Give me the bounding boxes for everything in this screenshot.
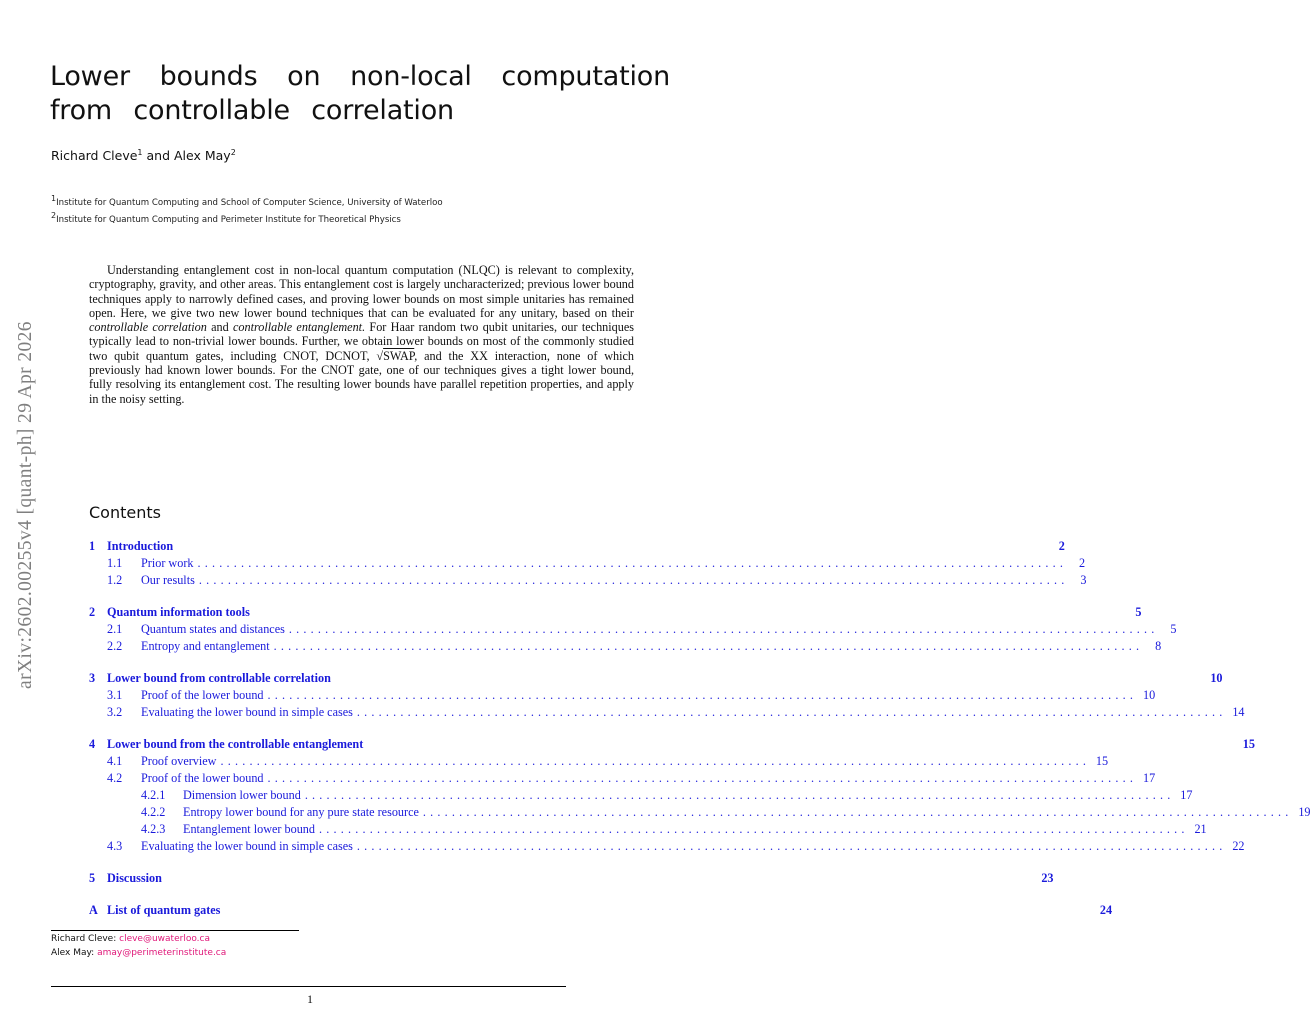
toc-entry-page[interactable]: 15 bbox=[1242, 737, 1255, 751]
arxiv-identifier-text: arXiv:2602.00255v4 [quant-ph] 29 Apr 2026 bbox=[15, 321, 36, 689]
toc-entry-page[interactable]: 15 bbox=[1095, 754, 1109, 768]
toc-entry-page[interactable]: 2 bbox=[1058, 539, 1065, 553]
toc-dot-leader: ........................................................................................................................ bbox=[304, 788, 1175, 802]
footnote-email bbox=[51, 948, 226, 958]
toc-entry-title[interactable]: Proof of the lower bound bbox=[141, 688, 264, 702]
author-name: Richard Cleve bbox=[51, 148, 138, 163]
toc-dot-leader: ........................................................................................................................ bbox=[356, 839, 1227, 853]
toc-entry-number: 1.1 bbox=[107, 556, 123, 570]
toc-dot-leader: ........................................................................................................................ bbox=[273, 639, 1144, 653]
toc-subsection-entry[interactable] bbox=[89, 804, 1311, 821]
toc-subsection-entry[interactable] bbox=[89, 753, 1109, 770]
toc-section-entry[interactable] bbox=[89, 604, 1142, 621]
toc-entry-page[interactable]: 23 bbox=[1041, 871, 1054, 885]
toc-entry-number: 3.2 bbox=[107, 705, 123, 719]
footnote-label: Alex May: bbox=[51, 948, 98, 958]
toc-entry-number: 2.2 bbox=[107, 639, 123, 653]
toc-dot-leader: ........................................................................................................................ bbox=[267, 771, 1138, 785]
toc-entry-title[interactable]: Proof overview bbox=[141, 754, 217, 768]
footnote-label: Richard Cleve: bbox=[51, 934, 120, 944]
sqrt-argument: SWAP bbox=[383, 348, 415, 363]
abstract-emphasis: controllable correlation bbox=[89, 320, 207, 335]
footnote-email bbox=[51, 934, 210, 944]
toc-entry-page[interactable]: 17 bbox=[1180, 788, 1193, 802]
toc-entry-title[interactable]: Evaluating the lower bound in simple cases bbox=[141, 839, 353, 853]
affiliation-mark: 1 bbox=[51, 194, 57, 204]
toc-entry-title[interactable]: List of quantum gates bbox=[107, 903, 221, 917]
toc-entry-number: 4.2.1 bbox=[141, 788, 166, 802]
toc-entry-number: 2.1 bbox=[107, 622, 123, 636]
toc-entry-title[interactable]: Quantum information tools bbox=[107, 605, 250, 619]
paper-title: Lower bounds on non-local computation from controllable correlation bbox=[50, 61, 670, 126]
toc-entry-number: 3.1 bbox=[107, 688, 123, 702]
toc-subsection-entry[interactable] bbox=[89, 770, 1156, 787]
abstract-text: Understanding entanglement cost in non-local quantum computation (NLQC) is relevant to complexity, cryptography, gravity, and other areas. This entanglement cost is largely uncharacterized; previous lower bound techniques apply to narrowly defined cases, and proving lower bounds on most simple unitaries has remained open. Here, we give two new lower bound techniques that can be evaluated for any unitary, based on their bbox=[89, 263, 634, 320]
author-connector: and bbox=[142, 148, 174, 163]
author-list bbox=[51, 148, 236, 163]
page-rule bbox=[51, 986, 566, 987]
footnote-rule bbox=[51, 930, 299, 931]
toc-entry-number: 4.1 bbox=[107, 754, 123, 768]
toc-entry-title[interactable]: Entanglement lower bound bbox=[183, 822, 315, 836]
toc-dot-leader: ........................................................................................................................ bbox=[220, 754, 1091, 768]
toc-entry-title[interactable]: Proof of the lower bound bbox=[141, 771, 264, 785]
toc-entry-page[interactable]: 2 bbox=[1079, 556, 1086, 570]
toc-section-entry[interactable] bbox=[89, 670, 1223, 687]
toc-section-entry[interactable] bbox=[89, 870, 1054, 887]
toc-subsection-entry[interactable] bbox=[89, 704, 1245, 721]
affiliation-text: Institute for Quantum Computing and School of Computer Science, University of Waterloo bbox=[56, 198, 443, 208]
toc-dot-leader: ........................................................................................................................ bbox=[198, 573, 1069, 587]
toc-entry-page[interactable]: 24 bbox=[1099, 903, 1113, 917]
toc-entry-title[interactable]: Discussion bbox=[107, 871, 162, 885]
toc-entry-page[interactable]: 8 bbox=[1155, 639, 1162, 653]
toc-entry-title[interactable]: Dimension lower bound bbox=[183, 788, 301, 802]
email-link[interactable]: amay@perimeterinstitute.ca bbox=[97, 948, 227, 958]
affiliation-mark: 2 bbox=[51, 211, 57, 221]
toc-entry-title[interactable]: Prior work bbox=[141, 556, 194, 570]
toc-entry-page[interactable]: 21 bbox=[1194, 822, 1207, 836]
toc-entry-title[interactable]: Our results bbox=[141, 573, 195, 587]
toc-dot-leader: ........................................................................................................................ bbox=[288, 622, 1159, 636]
affiliation-mark: 1 bbox=[137, 147, 143, 157]
author-name: Alex May bbox=[173, 148, 231, 163]
toc-entry-title[interactable]: Introduction bbox=[107, 539, 174, 553]
abstract-text: For Haar random two qubit unitaries, our techniques typically lead to non-trivial lower bounds. Further, we obtain lower bounds on most of the commonly studied two qubit quantum gates, including CNOT, DCNOT, bbox=[89, 320, 634, 363]
toc-dot-leader: ........................................................................................................................ bbox=[197, 556, 1068, 570]
toc-entry-title[interactable]: Lower bound from controllable correlation bbox=[107, 671, 331, 685]
toc-entry-title[interactable]: Entropy and entanglement bbox=[141, 639, 270, 653]
toc-entry-number: 1.2 bbox=[107, 573, 123, 587]
toc-entry-page[interactable]: 10 bbox=[1210, 671, 1223, 685]
toc-section-entry[interactable] bbox=[89, 902, 1113, 919]
toc-entry-page[interactable]: 22 bbox=[1232, 839, 1245, 853]
toc-entry-title[interactable]: Lower bound from the controllable entanglement bbox=[107, 737, 364, 751]
toc-entry-title[interactable]: Quantum states and distances bbox=[141, 622, 285, 636]
toc-entry-number: 4.2 bbox=[107, 771, 123, 785]
toc-entry-number: 4 bbox=[89, 737, 96, 751]
affiliation-text: Institute for Quantum Computing and Perimeter Institute for Theoretical Physics bbox=[56, 215, 401, 225]
table-of-contents bbox=[89, 538, 1311, 919]
email-link[interactable]: cleve@uwaterloo.ca bbox=[119, 934, 210, 944]
toc-entry-page[interactable]: 19 bbox=[1298, 805, 1311, 819]
toc-entry-number: 1 bbox=[89, 539, 96, 553]
abstract-text: and bbox=[206, 320, 233, 335]
toc-entry-page[interactable]: 10 bbox=[1142, 688, 1156, 702]
toc-dot-leader: ........................................................................................................................ bbox=[356, 705, 1227, 719]
arxiv-identifier-stamp bbox=[6, 270, 46, 740]
page-number: 1 bbox=[307, 992, 313, 1006]
toc-section-entry[interactable] bbox=[89, 736, 1255, 753]
toc-section-entry[interactable] bbox=[89, 538, 1065, 555]
toc-dot-leader: ........................................................................................................................ bbox=[267, 688, 1138, 702]
toc-entry-page[interactable]: 14 bbox=[1232, 705, 1245, 719]
toc-entry-number: 4.3 bbox=[107, 839, 123, 853]
toc-entry-page[interactable]: 5 bbox=[1170, 622, 1177, 636]
sqrt-symbol: √ bbox=[376, 348, 384, 363]
abstract-emphasis: controllable entanglement. bbox=[233, 320, 366, 335]
toc-entry-page[interactable]: 3 bbox=[1080, 573, 1087, 587]
contents-heading: Contents bbox=[89, 503, 161, 522]
toc-subsection-entry[interactable] bbox=[89, 621, 1177, 638]
toc-subsection-entry[interactable] bbox=[89, 687, 1156, 704]
toc-entry-number: 5 bbox=[89, 871, 96, 885]
abstract-text: , and the XX interaction, none of which previously had known lower bounds. For the CNOT gate, one of our techniques gives a tight lower bound, fully resolving its entanglement cost. The resulting lower bounds have parallel repetition properties, and apply in the noisy setting. bbox=[89, 348, 634, 406]
toc-entry-title[interactable]: Evaluating the lower bound in simple cases bbox=[141, 705, 353, 719]
affiliation bbox=[51, 211, 401, 225]
toc-entry-number: 2 bbox=[89, 605, 96, 619]
toc-subsection-entry[interactable] bbox=[89, 787, 1193, 804]
toc-entry-title[interactable]: Entropy lower bound for any pure state resource bbox=[183, 805, 419, 819]
affiliation bbox=[51, 194, 443, 208]
toc-dot-leader: ........................................................................................................................ bbox=[422, 805, 1293, 819]
toc-entry-number: 3 bbox=[89, 671, 96, 685]
toc-entry-number: 4.2.2 bbox=[141, 805, 166, 819]
toc-subsection-entry[interactable] bbox=[89, 838, 1245, 855]
toc-subsection-entry[interactable] bbox=[89, 555, 1086, 572]
toc-subsection-entry[interactable] bbox=[89, 821, 1207, 838]
toc-dot-leader: ........................................................................................................................ bbox=[319, 822, 1189, 836]
toc-subsection-entry[interactable] bbox=[89, 572, 1087, 589]
affiliation-mark: 2 bbox=[230, 147, 236, 157]
toc-entry-page[interactable]: 17 bbox=[1142, 771, 1156, 785]
toc-subsection-entry[interactable] bbox=[89, 638, 1162, 655]
toc-entry-number: A bbox=[89, 903, 98, 917]
toc-entry-number: 4.2.3 bbox=[141, 822, 166, 836]
abstract bbox=[89, 263, 634, 406]
toc-entry-page[interactable]: 5 bbox=[1135, 605, 1142, 619]
